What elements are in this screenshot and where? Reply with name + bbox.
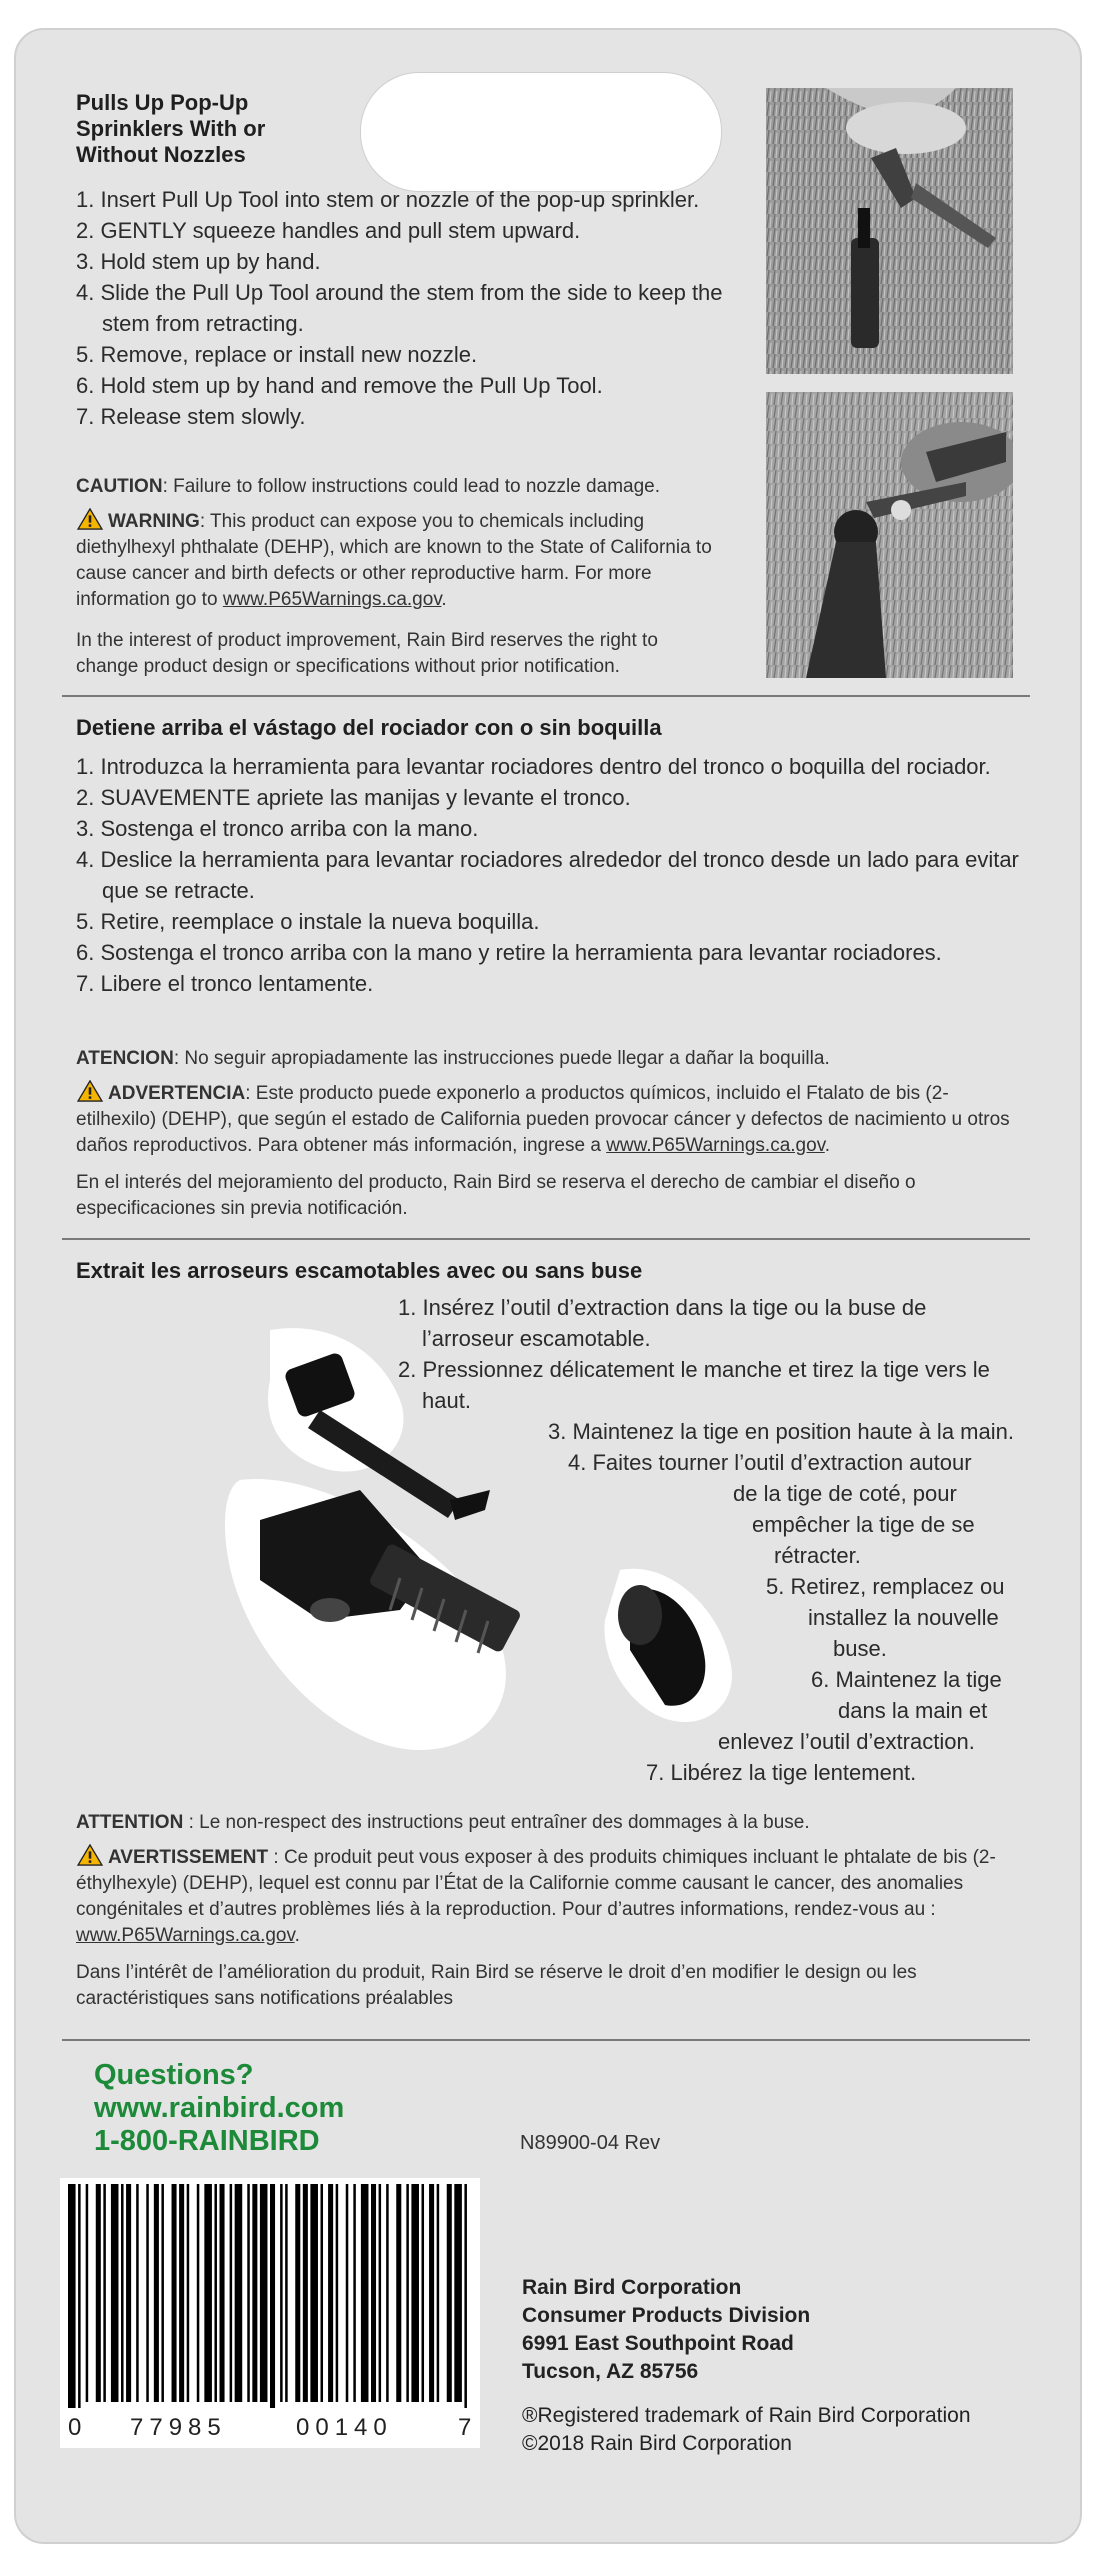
barcode-bar [260, 2184, 268, 2402]
p65-warnings-link[interactable]: www.P65Warnings.ca.gov [222, 589, 442, 610]
spanish-step: 2. SUAVEMENTE apriete las manijas y levante el tronco. [76, 785, 631, 810]
spanish-step: 3. Sostenga el tronco arriba con la mano. [76, 816, 479, 841]
french-step-line: empêcher la tige de se [752, 1512, 975, 1537]
barcode-bar [285, 2184, 288, 2402]
english-step: 6. Hold stem up by hand and remove the Pull Up Tool. [76, 373, 603, 398]
part-number: N89900-04 Rev [520, 2132, 661, 2154]
french-notice: Dans l’intérêt de l’amélioration du produit, Rain Bird se réserve le droit d’en modifier le design ou les caractéristiques sans notifications préalables [76, 1962, 917, 2009]
barcode-digit-left: 0 [68, 2414, 82, 2441]
barcode-bar [103, 2184, 106, 2402]
english-caution: CAUTION: Failure to follow instructions could lead to nozzle damage. [76, 476, 660, 497]
barcode-bar [406, 2184, 409, 2402]
english-step: 2. GENTLY squeeze handles and pull stem upward. [76, 218, 581, 243]
french-step-line: 7. Libérez la tige lentement. [646, 1760, 917, 1785]
barcode-bar [371, 2184, 376, 2402]
barcode-bar [68, 2184, 76, 2408]
barcode-bar [328, 2184, 333, 2402]
barcode-bar [214, 2184, 217, 2402]
barcode-bar [197, 2184, 200, 2402]
copyright-notice: ©2018 Rain Bird Corporation [522, 2432, 792, 2455]
barcode-bar [126, 2184, 131, 2402]
barcode-bar [179, 2184, 184, 2402]
barcode-bar [411, 2184, 419, 2402]
barcode-bar [235, 2184, 243, 2402]
spanish-heading: Detiene arriba el vástago del rociador con o sin boquilla [76, 715, 662, 740]
french-warning: AVERTISSEMENT : Ce produit peut vous exposer à des produits chimiques incluant le phtalate de bis (2-éthylhexyle) (DEHP), lequel est connu par l’État de la Californie comme causant le cancer, des anomalies congénitales et d’autres problèmes liés à la reproduction. Pour d’autres informations, rendez-vous au : www.P65Warnings.ca.gov. [76, 1844, 1016, 1949]
french-step-line: 5. Retirez, remplacez ou [766, 1574, 1005, 1599]
barcode-bar [280, 2184, 283, 2402]
barcode-bar [86, 2184, 89, 2402]
spanish-caution: ATENCION: No seguir apropiadamente las instrucciones puede llegar a dañar la boquilla. [76, 1048, 830, 1069]
questions-heading: Questions? [94, 2059, 254, 2091]
french-step-line: 6. Maintenez la tige [811, 1667, 1002, 1692]
barcode-bar [172, 2184, 177, 2402]
spanish-step: 1. Introduzca la herramienta para levantar rociadores dentro del tronco o boquilla del rociador. [76, 754, 991, 779]
barcode-bar [247, 2184, 250, 2402]
barcode-bar [303, 2184, 308, 2402]
barcode-bar [310, 2184, 318, 2402]
french-heading: Extrait les arroseurs escamotables avec ou sans buse [76, 1258, 643, 1283]
french-step-line: buse. [833, 1636, 887, 1661]
barcode-bar [353, 2184, 356, 2402]
barcode-bar [187, 2184, 190, 2402]
barcode-bar [321, 2184, 324, 2402]
spanish-step: 4. Deslice la herramienta para levantar rociadores alrededor del tronco desde un lado para evitar que se retracte. [76, 847, 1019, 903]
barcode-bar [121, 2184, 124, 2402]
french-step-line: dans la main et [838, 1698, 988, 1723]
barcode-bar [220, 2184, 225, 2402]
barcode-bar [464, 2184, 467, 2408]
barcode-bar [146, 2184, 149, 2402]
english-step: 3. Hold stem up by hand. [76, 249, 321, 274]
french-step-line: enlevez l’outil d’extraction. [718, 1729, 975, 1754]
warning-triangle-icon [76, 1844, 104, 1866]
barcode-bar [429, 2184, 434, 2402]
english-notice: In the interest of product improvement, Rain Bird reserves the right to change product design or specifications without prior notification. [76, 630, 658, 677]
french-step-line: 2. Pressionnez délicatement le manche et tirez la tige vers le [398, 1357, 990, 1382]
english-warning: WARNING: This product can expose you to chemicals including diethylhexyl phthalate (DEHP), which are known to the State of California to cause cancer and birth defects or other reproductive harm. For more information go to www.P65Warnings.ca.gov. [76, 508, 716, 613]
barcode-bar [136, 2184, 139, 2402]
spanish-step: 7. Libere el tronco lentamente. [76, 971, 374, 996]
barcode-bar [386, 2184, 389, 2402]
barcode-bar [270, 2184, 275, 2408]
barcode-bar [379, 2184, 382, 2402]
p65-warnings-link[interactable]: www.P65Warnings.ca.gov [76, 1925, 295, 1946]
barcode-bar [230, 2184, 233, 2402]
trademark-notice: ®Registered trademark of Rain Bird Corporation [522, 2404, 971, 2427]
website-link[interactable]: www.rainbird.com [94, 2092, 345, 2124]
english-step: 7. Release stem slowly. [76, 404, 306, 429]
p65-warnings-link[interactable]: www.P65Warnings.ca.gov [606, 1135, 825, 1156]
barcode-bar [161, 2184, 164, 2402]
barcode-digits-group1: 77985 [130, 2414, 227, 2441]
french-step-line: 4. Faites tourner l’outil d’extraction autour [568, 1450, 972, 1475]
barcode-bar [422, 2184, 425, 2402]
english-step: 4. Slide the Pull Up Tool around the stem from the side to keep the stem from retracting. [76, 280, 723, 336]
barcode-bar [361, 2184, 369, 2402]
barcode-bar [111, 2184, 119, 2402]
barcode [60, 2178, 480, 2448]
section-divider [62, 2039, 1030, 2041]
french-caution: ATTENTION : Le non-respect des instructions peut entraîner des dommages à la buse. [76, 1812, 810, 1833]
spanish-step: 6. Sostenga el tronco arriba con la mano y retire la herramienta para levantar rociadores. [76, 940, 942, 965]
french-step-line: de la tige de coté, pour [733, 1481, 957, 1506]
barcode-bars [60, 2178, 480, 2408]
english-step: 5. Remove, replace or install new nozzle. [76, 342, 478, 367]
french-step-line: rétracter. [774, 1543, 861, 1568]
french-step-line: l’arroseur escamotable. [422, 1326, 651, 1351]
french-step-line: 1. Insérez l’outil d’extraction dans la tige ou la buse de [398, 1295, 927, 1320]
english-step: 1. Insert Pull Up Tool into stem or nozzle of the pop-up sprinkler. [76, 187, 700, 212]
barcode-bar [154, 2184, 159, 2402]
barcode-bar [78, 2184, 81, 2408]
english-heading: Pulls Up Pop-Up Sprinklers With or Without Nozzles [76, 90, 266, 167]
barcode-bar [396, 2184, 401, 2402]
french-step-line: 3. Maintenez la tige en position haute à la main. [548, 1419, 1014, 1444]
french-step-line: installez la nouvelle [808, 1605, 999, 1630]
spanish-warning: ADVERTENCIA: Este producto puede exponerlo a productos químicos, incluido el Ftalato de bis (2-etilhexilo) (DEHP), que según el estado de California pueden provocar cáncer y defectos de nacimiento u otros daños reproductivos. Para obtener más información, ingrese a www.P65Warnings.ca.gov. [76, 1080, 1026, 1159]
barcode-bar [437, 2184, 440, 2402]
barcode-bar [204, 2184, 212, 2402]
barcode-bar [96, 2184, 101, 2402]
phone-number[interactable]: 1-800-RAINBIRD [94, 2125, 320, 2157]
barcode-bar [252, 2184, 257, 2402]
company-address: Rain Bird Corporation Consumer Products Division 6991 East Southpoint Road Tucson, AZ 85756 [522, 2276, 811, 2383]
french-step-line: haut. [422, 1388, 471, 1413]
barcode-bar [447, 2184, 452, 2402]
barcode-bar [454, 2184, 462, 2402]
barcode-bar [336, 2184, 339, 2402]
spanish-notice: En el interés del mejoramiento del producto, Rain Bird se reserva el derecho de cambiar el diseño o especificaciones sin previa notificación. [76, 1172, 916, 1219]
spanish-step: 5. Retire, reemplace o instale la nueva boquilla. [76, 909, 540, 934]
barcode-digits-group2: 00140 [296, 2414, 393, 2441]
barcode-digit-right: 7 [458, 2414, 472, 2441]
barcode-bar [346, 2184, 349, 2402]
barcode-bar [295, 2184, 300, 2402]
